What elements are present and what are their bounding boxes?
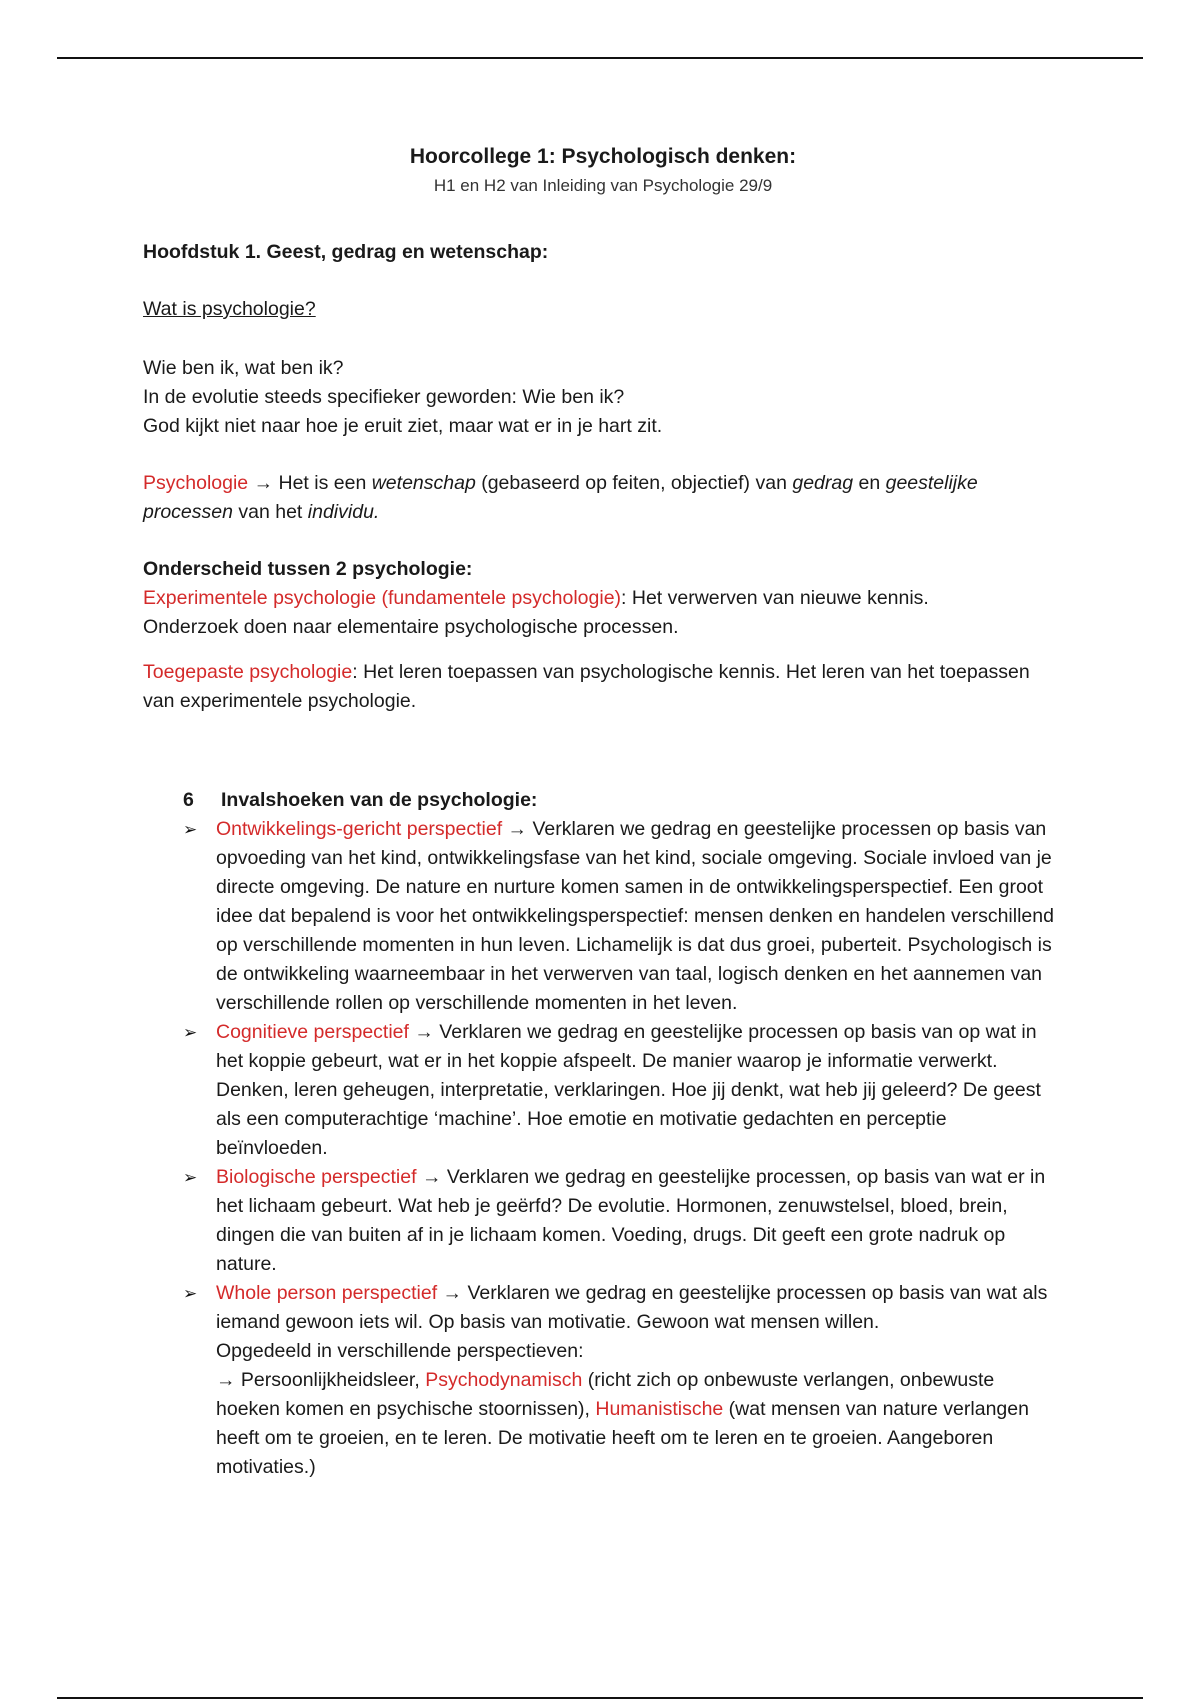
definition-term: Psychologie: [143, 472, 249, 494]
definition-text: Het is een: [273, 472, 372, 494]
arrow-icon: →: [442, 1282, 463, 1304]
perspectives-list: [183, 815, 1063, 1482]
arrow-bullet-icon: ➢: [183, 820, 198, 839]
title-block: [143, 140, 1063, 198]
bottom-rule: [57, 1697, 1143, 1699]
definition-emphasis: wetenschap: [371, 472, 476, 494]
experimental-line-2: Onderzoek doen naar elementaire psychologische processen.: [143, 616, 679, 638]
definition-emphasis: individu.: [307, 501, 380, 523]
perspective-term: Whole person perspectief: [216, 1282, 438, 1304]
chapter-heading: Hoofdstuk 1. Geest, gedrag en wetenschap:: [143, 241, 549, 263]
sub-text: (richt zich op onbewuste verlangen, onbewuste hoeken komen en psychische stoornissen),: [216, 1369, 995, 1420]
arrow-icon: →: [216, 1369, 236, 1391]
definition-text: en: [853, 472, 886, 494]
perspective-text: Verklaren we gedrag en geestelijke processen op basis van op wat in het koppie gebeurt, wat er in het koppie afspeelt. De manier waarop je informatie verwerkt. Denken, leren geheugen, interpretatie, verklaringen. Hoe jij denkt, wat heb jij geleerd? De geest als een computerachtige ‘machine’. Hoe emotie en motivatie gedachten en perceptie beïnvloeden.: [216, 1021, 1041, 1159]
subheading-text: Wat is psychologie?: [143, 298, 316, 320]
perspective-term: Cognitieve perspectief: [216, 1021, 409, 1043]
definition-emphasis: gedrag: [792, 472, 854, 494]
arrow-icon: →: [253, 472, 274, 494]
section-subheading: [143, 295, 1063, 324]
document-page: [143, 140, 1063, 1482]
experimental-paragraph: [143, 584, 1063, 613]
arrow-icon: →: [421, 1166, 442, 1188]
perspectives-heading: [183, 786, 1063, 815]
definition-emphasis: geestelijke processen: [143, 472, 978, 523]
definition-paragraph: [143, 469, 1063, 527]
applied-term: Toegepaste psychologie: [143, 661, 353, 683]
perspective-text: Verklaren we gedrag en geestelijke processen op basis van wat als iemand gewoon iets wil. Op basis van motivatie. Gewoon wat mensen willen.: [216, 1282, 1048, 1333]
page-title: Hoorcollege 1: Psychologisch denken:: [409, 145, 797, 168]
arrow-bullet-icon: ➢: [183, 1168, 198, 1187]
page-subtitle: H1 en H2 van Inleiding van Psychologie 29/9: [433, 176, 773, 195]
perspectives-section: [183, 786, 1063, 1482]
intro-paragraph: [143, 354, 1063, 441]
experimental-term: Experimentele psychologie (fundamentele psychologie): [143, 587, 622, 609]
arrow-bullet-icon: ➢: [183, 1023, 198, 1042]
list-number: 6: [183, 789, 194, 811]
perspective-text: Verklaren we gedrag en geestelijke processen op basis van opvoeding van het kind, ontwikkelingsfase van het kind, sociale omgeving. Sociale invloed van je directe omgeving. De nature en nurture komen samen in de ontwikkelingsperspectief. Een groot idee dat bepalend is voor het ontwikkelingsperspectief: mensen denken en handelen verschillend op verschillende momenten in hun leven. Lichamelijk is dat dus groei, puberteit. Psychologisch is de ontwikkeling waarneembaar in het verwerven van taal, logisch denken en het aannemen van verschillende rollen op verschillende momenten in het leven.: [216, 818, 1054, 1014]
sub-term-psychodynamisch: Psychodynamisch: [425, 1369, 583, 1391]
intro-line: Wie ben ik, wat ben ik?: [143, 357, 344, 379]
applied-text: : Het leren toepassen van psychologische kennis. Het leren van het toepassen van experimentele psychologie.: [143, 661, 1030, 712]
list-item: [183, 815, 1063, 1018]
applied-paragraph: [143, 658, 1063, 716]
list-item: [183, 1163, 1063, 1279]
onderscheid-heading: Onderscheid tussen 2 psychologie:: [143, 558, 473, 580]
definition-text: van het: [232, 501, 308, 523]
arrow-icon: →: [507, 818, 528, 840]
sub-text: Persoonlijkheidsleer,: [235, 1369, 426, 1391]
perspective-text: Verklaren we gedrag en geestelijke processen, op basis van wat er in het lichaam gebeurt. Wat heb je geërfd? De evolutie. Hormonen, zenuwstelsel, bloed, brein, dingen die van buiten af in je lichaam komen. Voeding, drugs. Dit geeft een grote nadruk op nature.: [216, 1166, 1046, 1275]
definition-text: (gebaseerd op feiten, objectief) van: [475, 472, 793, 494]
perspective-term: Biologische perspectief: [216, 1166, 417, 1188]
list-item: [183, 1018, 1063, 1163]
perspectives-heading-text: Invalshoeken van de psychologie:: [221, 789, 538, 811]
experimental-text: : Het verwerven van nieuwe kennis.: [621, 587, 929, 609]
sub-text: (wat mensen van nature verlangen heeft om te groeien, en te leren. De motivatie heeft om te leren en te groeien. Aangeboren motivaties.): [216, 1398, 1029, 1478]
sub-perspectives: [216, 1366, 1063, 1482]
arrow-icon: →: [414, 1021, 434, 1043]
perspective-line-2: Opgedeeld in verschillende perspectieven:: [216, 1340, 584, 1362]
intro-line: In de evolutie steeds specifieker geworden: Wie ben ik?: [143, 386, 625, 408]
arrow-bullet-icon: ➢: [183, 1284, 198, 1303]
list-item: [183, 1279, 1063, 1482]
perspective-term: Ontwikkelings-gericht perspectief: [216, 818, 503, 840]
top-rule: [57, 57, 1143, 59]
intro-line: God kijkt niet naar hoe je eruit ziet, maar wat er in je hart zit.: [143, 415, 663, 437]
sub-term-humanistische: Humanistische: [595, 1398, 724, 1420]
